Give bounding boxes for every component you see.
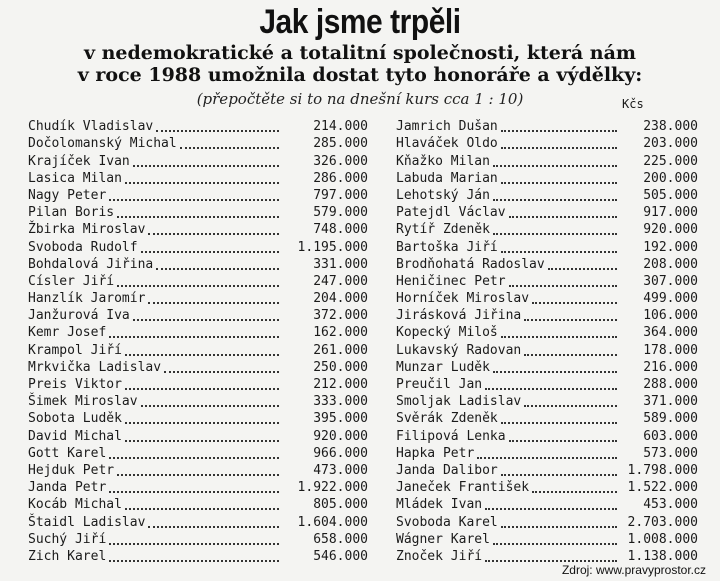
amount-value: 573.000 bbox=[643, 445, 698, 461]
dot-leader bbox=[501, 520, 617, 528]
dot-leader bbox=[156, 124, 279, 132]
list-item bbox=[396, 462, 698, 479]
person-name: Hanzlík Jaromír bbox=[28, 291, 146, 307]
list-item bbox=[28, 359, 368, 376]
person-name: Chudík Vladislav bbox=[28, 119, 154, 135]
list-item bbox=[28, 118, 368, 135]
amount-value: 917.000 bbox=[643, 205, 698, 221]
person-name: Žbirka Miroslav bbox=[28, 222, 146, 238]
dot-leader bbox=[493, 193, 617, 201]
list-item bbox=[28, 152, 368, 169]
amount-value: 1.195.000 bbox=[297, 239, 368, 255]
amount-value: 326.000 bbox=[313, 153, 368, 169]
amount-value: 261.000 bbox=[313, 342, 368, 358]
amount-value: 225.000 bbox=[643, 153, 698, 169]
person-name: Munzar Luděk bbox=[396, 359, 490, 375]
person-name: Hejduk Petr bbox=[28, 462, 115, 478]
person-name: Svoboda Karel bbox=[396, 514, 498, 530]
dot-leader bbox=[493, 159, 617, 167]
dot-leader bbox=[493, 365, 617, 373]
dot-leader bbox=[125, 416, 279, 424]
page-title: Jak jsme trpěli bbox=[259, 3, 461, 41]
list-item bbox=[396, 135, 698, 152]
person-name: Smoljak Ladislav bbox=[396, 394, 522, 410]
dot-leader bbox=[501, 176, 617, 184]
list-item bbox=[28, 290, 368, 307]
amount-value: 238.000 bbox=[643, 119, 698, 135]
amount-value: 579.000 bbox=[313, 205, 368, 221]
person-name: Kemr Josef bbox=[28, 325, 107, 341]
dot-leader bbox=[477, 451, 617, 459]
person-name: Rytíř Zdeněk bbox=[396, 222, 490, 238]
dot-leader bbox=[524, 313, 617, 321]
dot-leader bbox=[501, 416, 617, 424]
person-name: Pilan Boris bbox=[28, 205, 115, 221]
amount-value: 288.000 bbox=[643, 377, 698, 392]
list-item bbox=[396, 496, 698, 513]
list-item bbox=[396, 445, 698, 462]
amount-value: 307.000 bbox=[643, 273, 698, 289]
dot-leader bbox=[133, 313, 279, 321]
dot-leader bbox=[148, 520, 279, 528]
person-name: Labuda Marian bbox=[396, 170, 498, 186]
amount-value: 395.000 bbox=[313, 411, 368, 427]
amount-value: 203.000 bbox=[643, 136, 698, 152]
person-name: Císler Jiří bbox=[28, 273, 115, 289]
person-name: Heničinec Petr bbox=[396, 273, 506, 289]
list-item bbox=[28, 204, 368, 221]
list-item bbox=[396, 393, 698, 410]
list-item bbox=[396, 290, 698, 307]
dot-leader bbox=[180, 141, 279, 149]
amount-value: 192.000 bbox=[643, 239, 698, 255]
dot-leader bbox=[485, 554, 617, 562]
list-item bbox=[396, 170, 698, 187]
amount-value: 106.000 bbox=[643, 308, 698, 324]
list-item bbox=[396, 324, 698, 341]
list-item bbox=[396, 376, 698, 393]
amount-value: 162.000 bbox=[313, 325, 368, 341]
amount-value: 1.922.000 bbox=[297, 480, 368, 496]
dot-leader bbox=[501, 141, 617, 149]
list-item bbox=[396, 410, 698, 427]
amount-value: 214.000 bbox=[313, 119, 368, 135]
dot-leader bbox=[493, 537, 617, 545]
person-name: Lehotský Ján bbox=[396, 187, 490, 203]
amount-value: 178.000 bbox=[643, 342, 698, 358]
amount-value: 208.000 bbox=[643, 256, 698, 272]
list-item bbox=[28, 531, 368, 548]
dot-leader bbox=[524, 348, 617, 356]
person-name: Kňažko Milan bbox=[396, 153, 490, 169]
subtitle-line-1: v nedemokratické a totalitní společnosti, která nám bbox=[83, 42, 637, 64]
list-item bbox=[28, 427, 368, 444]
person-name: Dočolomanský Michal bbox=[28, 136, 177, 152]
amount-value: 453.000 bbox=[643, 497, 698, 513]
dot-leader bbox=[485, 502, 617, 510]
person-name: Sobota Luděk bbox=[28, 411, 122, 427]
amount-value: 204.000 bbox=[313, 291, 368, 307]
list-item bbox=[28, 479, 368, 496]
person-name: Bohdalová Jiřina bbox=[28, 256, 154, 272]
person-name: Gott Karel bbox=[28, 445, 107, 461]
list-item bbox=[396, 427, 698, 444]
list-item bbox=[396, 221, 698, 238]
dot-leader bbox=[117, 279, 279, 287]
amount-value: 1.798.000 bbox=[627, 462, 698, 478]
person-name: Kopecký Miloš bbox=[396, 325, 498, 341]
person-name: Hlaváček Oldo bbox=[396, 136, 498, 152]
amount-value: 2.703.000 bbox=[627, 514, 698, 530]
dot-leader bbox=[109, 451, 279, 459]
person-name: Krampol Jiří bbox=[28, 342, 122, 358]
dot-leader bbox=[548, 262, 617, 270]
amount-value: 797.000 bbox=[313, 187, 368, 203]
dot-leader bbox=[109, 193, 279, 201]
person-name: Lasica Milan bbox=[28, 170, 122, 186]
list-item bbox=[28, 238, 368, 255]
subtitle-line-2: v roce 1988 umožnila dostat tyto honoráře a výdělky: bbox=[77, 64, 643, 86]
amount-value: 546.000 bbox=[313, 548, 368, 564]
amount-value: 920.000 bbox=[313, 428, 368, 444]
amount-value: 589.000 bbox=[643, 411, 698, 427]
amount-value: 1.138.000 bbox=[627, 548, 698, 564]
amount-value: 473.000 bbox=[313, 462, 368, 478]
amount-value: 920.000 bbox=[643, 222, 698, 238]
person-name: Štaidl Ladislav bbox=[28, 514, 146, 530]
amount-value: 372.000 bbox=[313, 308, 368, 324]
list-item bbox=[28, 170, 368, 187]
list-item bbox=[396, 238, 698, 255]
amount-value: 505.000 bbox=[643, 187, 698, 203]
list-item bbox=[396, 359, 698, 376]
list-item bbox=[28, 445, 368, 462]
amount-value: 371.000 bbox=[643, 394, 698, 410]
source-credit: Zdroj: www.pravyprostor.cz bbox=[561, 563, 706, 577]
amount-value: 200.000 bbox=[643, 170, 698, 186]
dot-leader bbox=[493, 227, 617, 235]
list-item bbox=[396, 152, 698, 169]
dot-leader bbox=[509, 434, 617, 442]
list-item bbox=[28, 273, 368, 290]
amount-value: 966.000 bbox=[313, 445, 368, 461]
person-name: Preis Viktor bbox=[28, 377, 122, 392]
list-item bbox=[28, 221, 368, 238]
person-name: Kocáb Michal bbox=[28, 497, 122, 513]
amount-value: 1.522.000 bbox=[627, 480, 698, 496]
amount-value: 285.000 bbox=[313, 136, 368, 152]
amount-value: 216.000 bbox=[643, 359, 698, 375]
list-item bbox=[28, 187, 368, 204]
person-name: Zich Karel bbox=[28, 548, 107, 564]
person-name: Janeček František bbox=[396, 480, 530, 496]
person-name: Mládek Ivan bbox=[396, 497, 483, 513]
dot-leader bbox=[148, 227, 279, 235]
dot-leader bbox=[532, 485, 617, 493]
person-name: Jamrich Dušan bbox=[396, 119, 498, 135]
list-item bbox=[28, 410, 368, 427]
amount-value: 250.000 bbox=[313, 359, 368, 375]
amount-value: 1.604.000 bbox=[297, 514, 368, 530]
amount-value: 286.000 bbox=[313, 170, 368, 186]
dot-leader bbox=[109, 554, 279, 562]
dot-leader bbox=[164, 365, 279, 373]
conversion-note: (přepočtěte si to na dnešní kurs cca 1 : 10) bbox=[196, 90, 524, 108]
dot-leader bbox=[501, 468, 617, 476]
person-name: Patejdl Václav bbox=[396, 205, 506, 221]
list-item bbox=[28, 513, 368, 530]
dot-leader bbox=[501, 245, 617, 253]
amount-value: 247.000 bbox=[313, 273, 368, 289]
dot-leader bbox=[524, 399, 617, 407]
person-name: Filipová Lenka bbox=[396, 428, 506, 444]
person-name: Brodňohatá Radoslav bbox=[396, 256, 545, 272]
list-item bbox=[28, 307, 368, 324]
list-item bbox=[28, 324, 368, 341]
list-item bbox=[396, 256, 698, 273]
dot-leader bbox=[109, 330, 279, 338]
dot-leader bbox=[141, 399, 279, 407]
person-name: David Michal bbox=[28, 428, 122, 444]
list-item bbox=[396, 479, 698, 496]
list-item bbox=[396, 513, 698, 530]
person-name: Krajíček Ivan bbox=[28, 153, 130, 169]
person-name: Janda Dalibor bbox=[396, 462, 498, 478]
person-name: Hapka Petr bbox=[396, 445, 475, 461]
list-item bbox=[28, 135, 368, 152]
dot-leader bbox=[501, 330, 617, 338]
list-item bbox=[396, 187, 698, 204]
dot-leader bbox=[125, 434, 279, 442]
person-name: Horníček Miroslav bbox=[396, 291, 530, 307]
dot-leader bbox=[148, 296, 279, 304]
dot-leader bbox=[509, 210, 617, 218]
amount-value: 499.000 bbox=[643, 291, 698, 307]
dot-leader bbox=[156, 262, 279, 270]
list-item bbox=[396, 204, 698, 221]
list-item bbox=[396, 273, 698, 290]
person-name: Šimek Miroslav bbox=[28, 394, 138, 410]
amount-value: 805.000 bbox=[313, 497, 368, 513]
dot-leader bbox=[141, 245, 279, 253]
list-item bbox=[28, 548, 368, 565]
currency-label: Kčs bbox=[622, 97, 644, 111]
list-item bbox=[396, 531, 698, 548]
dot-leader bbox=[125, 176, 279, 184]
amount-value: 748.000 bbox=[313, 222, 368, 238]
dot-leader bbox=[125, 502, 279, 510]
person-name: Suchý Jiří bbox=[28, 531, 107, 547]
list-item bbox=[396, 341, 698, 358]
list-item bbox=[396, 307, 698, 324]
dot-leader bbox=[501, 124, 617, 132]
dot-leader bbox=[125, 382, 279, 390]
list-item bbox=[28, 376, 368, 393]
person-name: Nagy Peter bbox=[28, 187, 107, 203]
dot-leader bbox=[485, 382, 617, 390]
person-name: Preučil Jan bbox=[396, 377, 483, 392]
list-item bbox=[28, 393, 368, 410]
person-name: Janda Petr bbox=[28, 480, 107, 496]
amount-value: 333.000 bbox=[313, 394, 368, 410]
person-name: Mrkvička Ladislav bbox=[28, 359, 162, 375]
amount-value: 603.000 bbox=[643, 428, 698, 444]
amount-value: 364.000 bbox=[643, 325, 698, 341]
left-column-list bbox=[28, 118, 368, 565]
person-name: Janžurová Iva bbox=[28, 308, 130, 324]
person-name: Svěrák Zdeněk bbox=[396, 411, 498, 427]
amount-value: 331.000 bbox=[313, 256, 368, 272]
dot-leader bbox=[509, 279, 617, 287]
dot-leader bbox=[532, 296, 617, 304]
dot-leader bbox=[125, 348, 279, 356]
list-item bbox=[28, 256, 368, 273]
person-name: Bartoška Jiří bbox=[396, 239, 498, 255]
list-item bbox=[396, 118, 698, 135]
person-name: Jirásková Jiřina bbox=[396, 308, 522, 324]
list-item bbox=[28, 496, 368, 513]
list-item bbox=[28, 341, 368, 358]
person-name: Lukavský Radovan bbox=[396, 342, 522, 358]
amount-value: 658.000 bbox=[313, 531, 368, 547]
person-name: Znoček Jiří bbox=[396, 548, 483, 564]
dot-leader bbox=[109, 485, 279, 493]
person-name: Svoboda Rudolf bbox=[28, 239, 138, 255]
right-column-list bbox=[396, 118, 698, 565]
amount-value: 1.008.000 bbox=[627, 531, 698, 547]
dot-leader bbox=[109, 537, 279, 545]
dot-leader bbox=[133, 159, 279, 167]
person-name: Wágner Karel bbox=[396, 531, 490, 547]
list-item bbox=[28, 462, 368, 479]
dot-leader bbox=[117, 210, 279, 218]
dot-leader bbox=[117, 468, 279, 476]
amount-value: 212.000 bbox=[313, 377, 368, 392]
